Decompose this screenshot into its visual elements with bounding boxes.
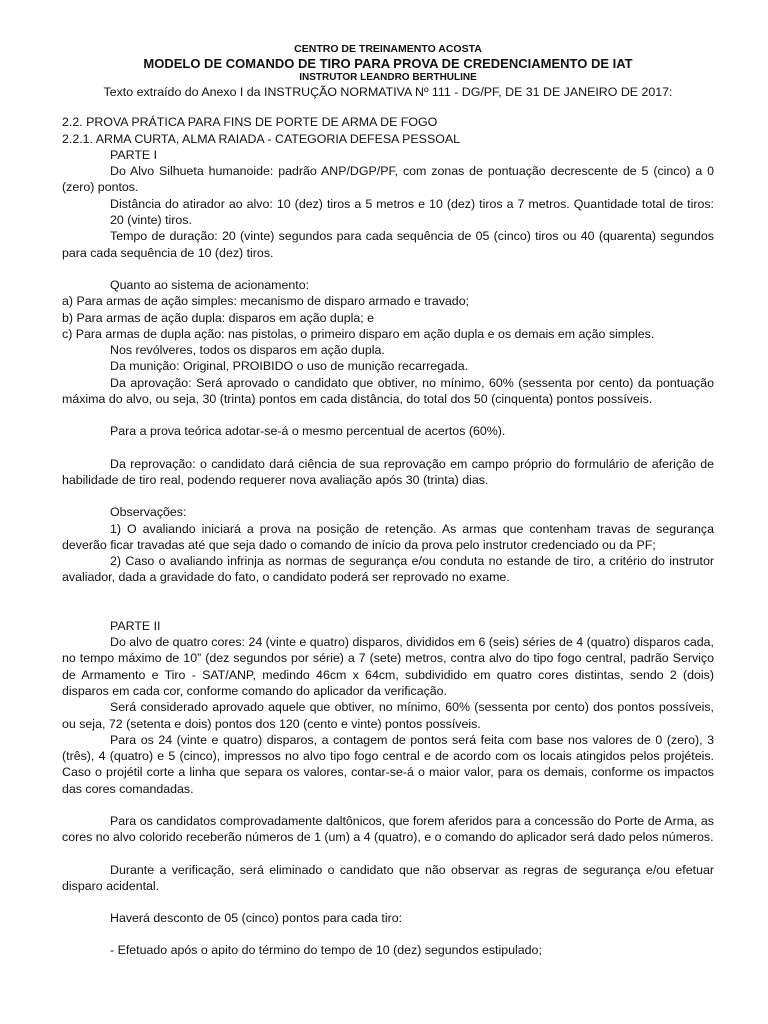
part1-item-c: c) Para armas de dupla ação: nas pistolas, o primeiro disparo em ação dupla e os demais em ação simples. [62, 326, 655, 341]
part2-title: PARTE II [110, 618, 161, 633]
document-title: MODELO DE COMANDO DE TIRO PARA PROVA DE CREDENCIAMENTO DE IAT [143, 56, 633, 71]
part2-eliminado: Durante a verificação, será eliminado o candidato que não observar as regras de segurança e/ou efetuar disparo acidental. [62, 862, 714, 893]
part1-obs-title: Observações: [110, 505, 187, 520]
part2-daltonicos: Para os candidatos comprovadamente daltônicos, que forem aferidos para a concessão do Porte de Arma, as cores no alvo colorido receberão números de 1 (um) a 4 (quatro), e o comando do aplicador será dado pelos números. [62, 813, 714, 845]
part1-aprovacao: Da aprovação: Será aprovado o candidato que obtiver, no mínimo, 60% (sessenta por cento) da pontuação máxima do alvo, ou seja, 30 (trinta) pontos em cada distância, do total dos 50 (cinquenta) pontos possíveis. [62, 375, 714, 407]
part1-title: PARTE I [110, 147, 158, 162]
part1-item-a: a) Para armas de ação simples: mecanismo de disparo armado e travado; [62, 294, 470, 309]
part1-reprovacao: Da reprovação: o candidato dará ciência de sua reprovação em campo próprio do formulário de aferição de habilidade de tiro real, podendo requerer nova avaliação após 30 (trinta) dias. [62, 456, 714, 487]
part1-alvo: Do Alvo Silhueta humanoide: padrão ANP/DGP/PF, com zonas de pontuação decrescente de 5 (cinco) a 0 (zero) pontos. [62, 164, 714, 195]
part1-acionamento: Quanto ao sistema de acionamento: [110, 277, 310, 292]
subsection-heading: 2.2.1. ARMA CURTA, ALMA RAIADA - CATEGORIA DEFESA PESSOAL [62, 131, 461, 146]
part1-distancia: Distância do atirador ao alvo: 10 (dez) tiros a 5 metros e 10 (dez) tiros a 7 metros. Quantidade total de tiros: 20 (vinte) tiros. [110, 196, 714, 228]
part1-obs-2: 2) Caso o avaliando infrinja as normas de segurança e/ou conduta no estande de tiro, a critério do instrutor avaliador, dada a gravidade do fato, o candidato poderá ser reprovado no exame. [62, 554, 714, 585]
part2-desconto: Haverá desconto de 05 (cinco) pontos para cada tiro: [110, 911, 403, 926]
instructor-name: INSTRUTOR LEANDRO BERTHULINE [299, 72, 477, 83]
org-name: CENTRO DE TREINAMENTO ACOSTA [294, 43, 482, 55]
part1-revolveres: Nos revólveres, todos os disparos em ação dupla. [110, 343, 385, 358]
part2-aprovado: Será considerado aprovado aquele que obtiver, no mínimo, 60% (sessenta por cento) dos pontos possíveis, ou seja, 72 (setenta e dois) pontos dos 120 (cento e vinte) pontos possíveis. [62, 700, 714, 731]
section-heading: 2.2. PROVA PRÁTICA PARA FINS DE PORTE DE ARMA DE FOGO [62, 115, 438, 130]
part1-tempo: Tempo de duração: 20 (vinte) segundos para cada sequência de 05 (cinco) tiros ou 40 (quarenta) segundos para cada sequência de 10 (dez) tiros. [62, 229, 714, 260]
part1-municao: Da munição: Original, PROIBIDO o uso de munição recarregada. [110, 359, 469, 374]
part2-contagem: Para os 24 (vinte e quatro) disparos, a contagem de pontos será feita com base nos valores de 0 (zero), 3 (três), 4 (quatro) e 5 (cinco), impressos no alvo tipo fogo central e de acordo com os locais atingidos pelos projéteis. Caso o projétil corte a linha que separa os valores, contar-se-á o maior valor, para os demais, conforme os impactos das cores comandadas. [62, 732, 714, 796]
part1-item-b: b) Para armas de ação dupla: disparos em ação dupla; e [62, 310, 375, 325]
part1-teorica: Para a prova teórica adotar-se-á o mesmo percentual de acertos (60%). [110, 424, 506, 439]
part1-obs-1: 1) O avaliando iniciará a prova na posição de retenção. As armas que contenham travas de segurança deverão ficar travadas até que seja dado o comando de início da prova pelo instrutor credenciado ou da PF; [62, 521, 714, 552]
document-page [62, 42, 714, 959]
part2-efetuado: - Efetuado após o apito do término do tempo de 10 (dez) segundos estipulado; [110, 943, 542, 958]
part2-alvo: Do alvo de quatro cores: 24 (vinte e quatro) disparos, divididos em 6 (seis) séries de 4 (quatro) disparos cada, no tempo máximo de 10” (dez segundos por série) a 7 (sete) metros, contra alvo do tipo fogo central, padrão Serviço de Armamento e Tiro - SAT/ANP, medindo 46cm x 64cm, subdividido em quatro cores distintas, sendo 2 (dois) disparos em cada cor, conforme comando do aplicador da verificação. [62, 635, 715, 698]
source-note: Texto extraído do Anexo I da INSTRUÇÃO NORMATIVA Nº 111 - DG/PF, DE 31 DE JANEIRO DE 2017: [103, 85, 673, 99]
